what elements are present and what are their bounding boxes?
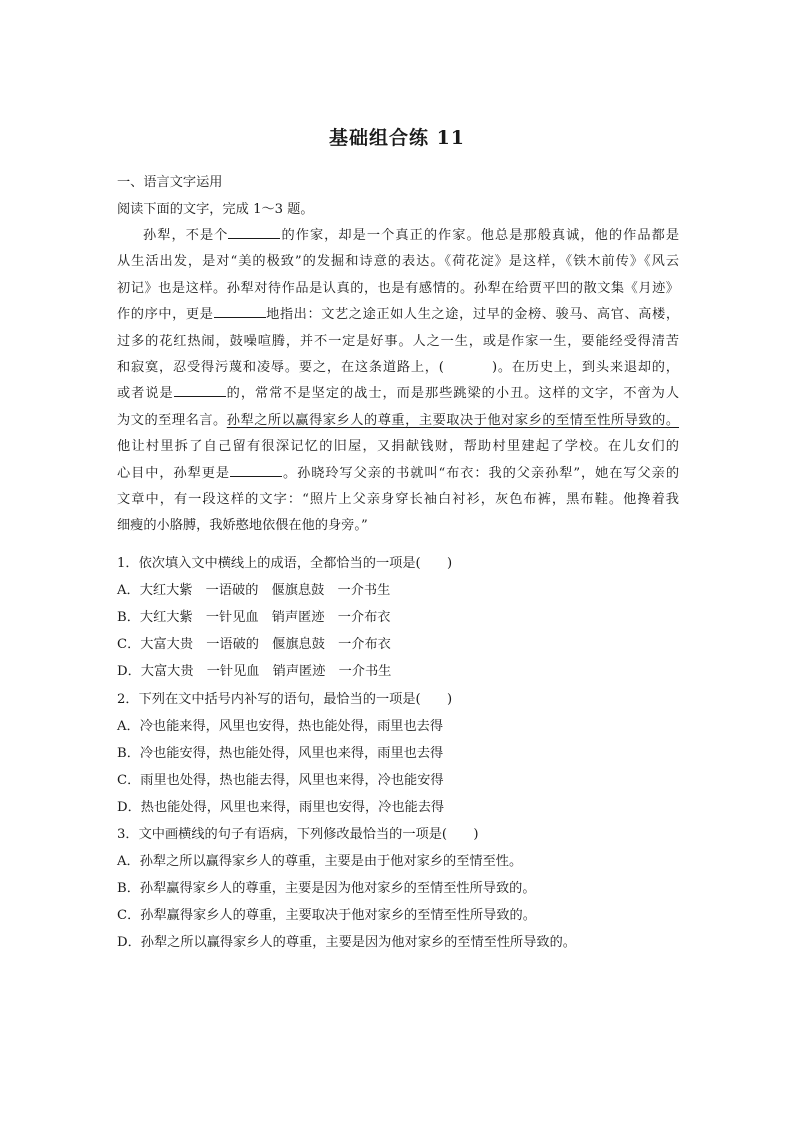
question-3-option-b: B．孙犁赢得家乡人的尊重，主要是因为他对家乡的至情至性所导致的。 <box>117 881 536 896</box>
reading-passage <box>117 223 679 540</box>
question-2-option-d: D．热也能处得，风里也来得，雨里也安得，冷也能去得 <box>117 800 445 815</box>
question-2-option-c: C．雨里也处得，热也能去得，风里也来得，冷也能安得 <box>117 773 444 788</box>
passage-line: 作的序中，更是 地指出：文艺之途正如人生之途，过早的金榜、骏马、高官、高楼， <box>117 307 680 323</box>
fill-blank <box>230 464 282 477</box>
question-2-option-b: B．冷也能安得，热也能处得，风里也来得，雨里也去得 <box>117 746 444 761</box>
passage-line: 过多的花红热闹，鼓噪喧腾，并不一定是好事。人之一生，或是作家一生，要能经受得清苦 <box>117 333 679 349</box>
fill-blank <box>228 226 280 239</box>
page-title: 基础组合练 11 <box>328 127 466 149</box>
passage-line: 初记》也是这样。孙犁对待作品是认真的，也是有感情的。孙犁在给贾平凹的散文集《月迹》 <box>117 280 679 296</box>
question-1-option-d: D．大富大贵 一针见血 销声匿迹 一介书生 <box>117 664 392 679</box>
passage-line: 和寂寞，忍受得污蔑和凌辱。要之，在这条道路上，( )。在历史上，到头来退却的， <box>117 359 679 375</box>
passage-line: 心目中，孙犁更是 。孙晓玲写父亲的书就叫“布衣：我的父亲孙犁”，她在写父亲的 <box>117 465 680 481</box>
question-3-option-d: D．孙犁之所以赢得家乡人的尊重，主要是因为他对家乡的至情至性所导致的。 <box>117 935 576 950</box>
passage-line: 他让村里拆了自己留有很深记忆的旧屋，又捐献钱财，帮助村里建起了学校。在儿女们的 <box>117 439 679 455</box>
question-1-option-c: C．大富大贵 一语破的 偃旗息鼓 一介布衣 <box>117 637 391 652</box>
question-1-option-b: B．大红大紫 一针见血 销声匿迹 一介布衣 <box>117 610 391 625</box>
question-3-option-c: C．孙犁赢得家乡人的尊重，主要取决于他对家乡的至情至性所导致的。 <box>117 908 536 923</box>
passage-line: 孙犁，不是个 的作家，却是一个真正的作家。他总是那般真诚，他的作品都是 <box>143 228 680 243</box>
passage-line: 细瘦的小胳膊，我娇憨地依偎在他的身旁。” <box>117 518 368 534</box>
passage-line: 文章中，有一段这样的文字：“照片上父亲身穿长袖白衬衫，灰色布裤，黑布鞋。他搀着我 <box>117 491 679 507</box>
underlined-sentence: 孙犁之所以赢得家乡人的尊重，主要取决于他对家乡的至情至性所导致的。 <box>226 412 680 428</box>
section-heading: 一、语言文字运用 <box>117 175 223 190</box>
question-3-option-a: A．孙犁之所以赢得家乡人的尊重，主要是由于他对家乡的至情至性。 <box>117 854 523 869</box>
question-2-option-a: A．冷也能来得，风里也安得，热也能处得，雨里也去得 <box>117 719 444 734</box>
passage-line: 从生活出发，是对“美的极致”的发掘和诗意的表达。《荷花淀》是这样，《铁木前传》《风云 <box>117 254 679 270</box>
passage-line: 为文的至理名言。孙犁之所以赢得家乡人的尊重，主要取决于他对家乡的至情至性所导致的。 <box>117 412 680 428</box>
question-1-option-a: A．大红大紫 一语破的 偃旗息鼓 一介书生 <box>117 583 391 598</box>
passage-line: 或者说是 的，常常不是坚定的战士，而是那些跳梁的小丑。这样的文字，不啻为人 <box>117 386 680 402</box>
fill-blank <box>214 305 266 318</box>
fill-blank <box>174 384 226 397</box>
question-2-stem: 2．下列在文中括号内补写的语句，最恰当的一项是( ) <box>117 692 453 707</box>
question-3-stem: 3．文中画横线的句子有语病，下列修改最恰当的一项是( ) <box>117 827 479 842</box>
question-1-stem: 1．依次填入文中横线上的成语，全都恰当的一项是( ) <box>117 556 453 571</box>
instruction-text: 阅读下面的文字，完成 1～3 题。 <box>117 202 314 217</box>
